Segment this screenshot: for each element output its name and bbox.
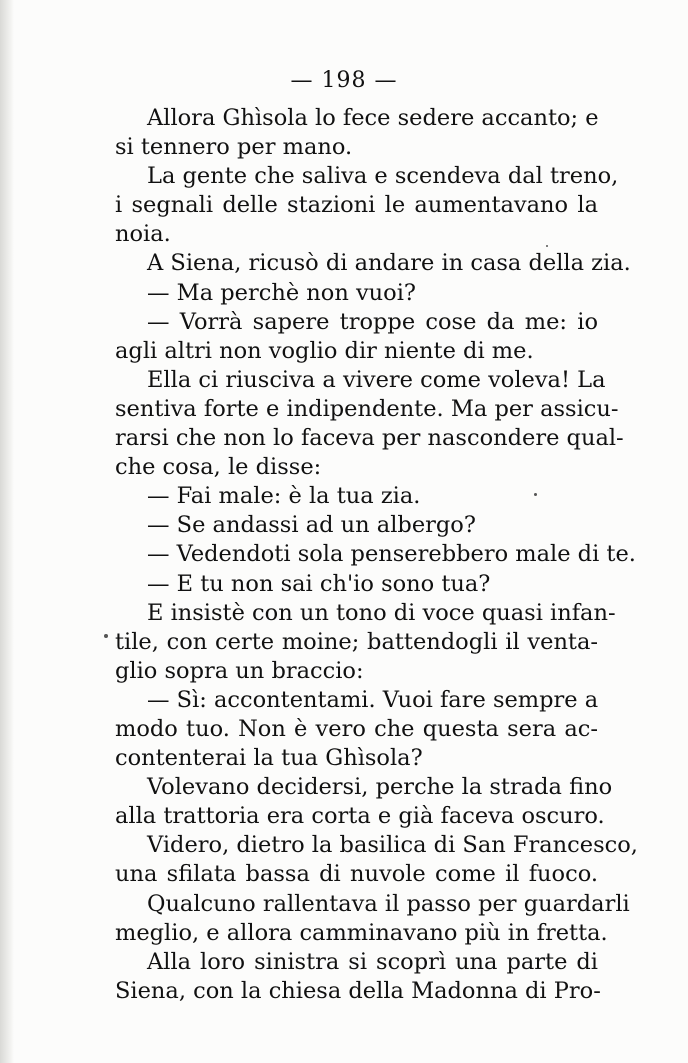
text-line: si tennero per mano. <box>115 134 353 161</box>
text-line: glio sopra un braccio: <box>115 657 364 684</box>
text-line: La gente che saliva e scendeva dal treno, <box>147 163 619 190</box>
text-line: i segnali delle stazioni le aumentavano la <box>115 192 598 219</box>
print-speck <box>546 245 548 247</box>
text-line: Videro, dietro la basilica di San Francesco, <box>147 832 638 859</box>
text-line: Qualcuno rallentava il passo per guardarli <box>147 890 630 917</box>
text-line: contenterai la tua Ghìsola? <box>115 745 423 772</box>
text-line: — E tu non sai ch'io sono tua? <box>147 570 491 597</box>
text-line: Alla loro sinistra si scoprì una parte di <box>147 948 598 975</box>
text-line: modo tuo. Non è vero che questa sera ac- <box>115 715 598 742</box>
text-line: — Vorrà sapere troppe cose da me: io <box>147 308 598 335</box>
text-line: — Ma perchè non vuoi? <box>147 279 416 306</box>
text-line: noia. <box>115 221 171 248</box>
text-line: — Sì: accontentami. Vuoi fare sempre a <box>147 686 599 713</box>
text-line: una sfilata bassa di nuvole come il fuoco. <box>115 861 598 888</box>
text-line: Volevano decidersi, perche la strada fino <box>147 774 613 801</box>
body-text <box>115 104 638 1006</box>
text-line: tile, con certe moine; battendogli il venta- <box>115 628 598 655</box>
text-line: sentiva forte e indipendente. Ma per assicu- <box>115 395 619 422</box>
text-line: — Fai male: è la tua zia. <box>147 483 421 510</box>
text-line: che cosa, le disse: <box>115 454 322 481</box>
text-line: rarsi che non lo faceva per nascondere qual- <box>115 425 624 452</box>
text-line: Allora Ghìsola lo fece sedere accanto; e <box>147 105 599 131</box>
text-line: meglio, e allora camminavano più in fretta. <box>115 919 608 946</box>
print-speck <box>534 493 537 496</box>
text-line: agli altri non voglio dir niente di me. <box>115 337 534 364</box>
text-line: — Vedendoti sola penserebbero male di te. <box>147 541 636 568</box>
text-line: — Se andassi ad un albergo? <box>147 512 476 539</box>
text-line: Siena, con la chiesa della Madonna di Pro- <box>115 977 601 1004</box>
page-edge-shadow <box>0 0 14 1063</box>
print-speck <box>104 634 108 638</box>
text-line: E insistè con un tono di voce quasi infan- <box>147 599 616 626</box>
text-line: A Siena, ricusò di andare in casa della zia. <box>147 250 631 277</box>
text-line: Ella ci riusciva a vivere come voleva! La <box>147 366 606 393</box>
text-line: alla trattoria era corta e già faceva oscuro. <box>115 803 605 830</box>
page-number: — 198 — <box>290 68 398 93</box>
